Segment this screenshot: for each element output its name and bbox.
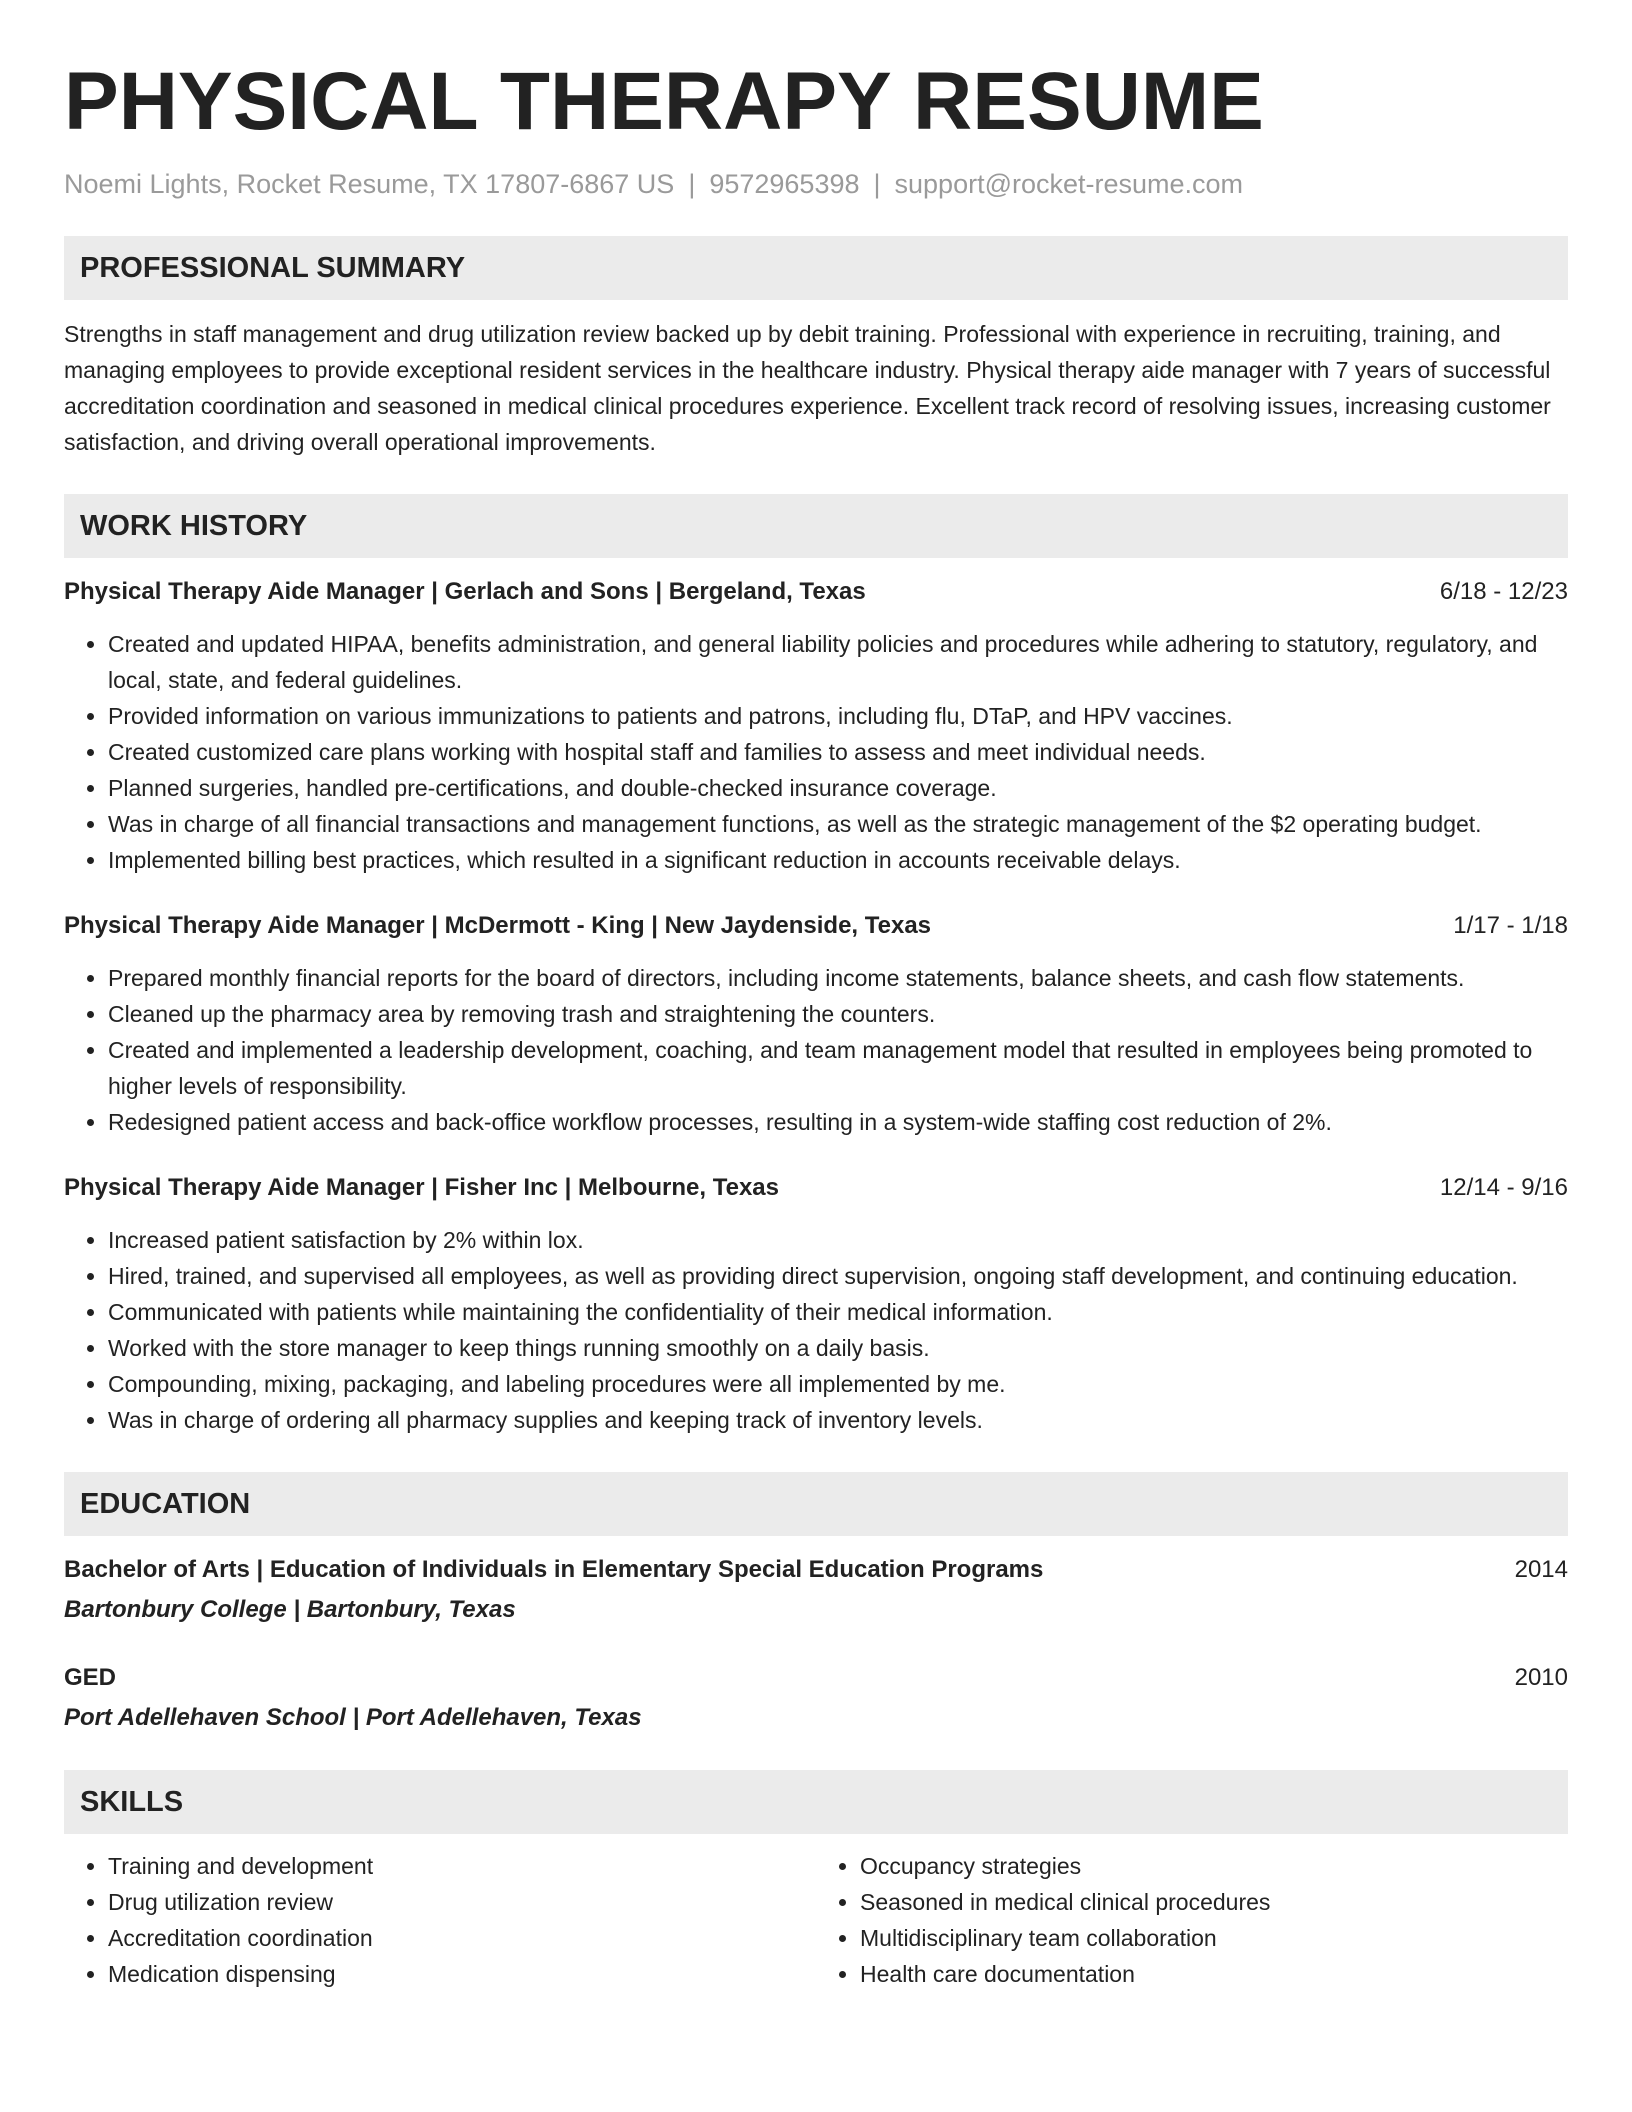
job-bullets xyxy=(64,960,1568,1140)
section-header-summary: PROFESSIONAL SUMMARY xyxy=(64,236,1568,300)
job-bullet: • Redesigned patient access and back-office workflow processes, resulting in a system-wide staffing cost reduction of 2%. xyxy=(108,1104,1568,1140)
job-bullet: • Planned surgeries, handled pre-certifications, and double-checked insurance coverage. xyxy=(108,770,1568,806)
contact-email: support@rocket-resume.com xyxy=(894,169,1244,199)
job-bullet: • Created customized care plans working with hospital staff and families to assess and meet individual needs. xyxy=(108,734,1568,770)
job-bullet: • Communicated with patients while maintaining the confidentiality of their medical information. xyxy=(108,1294,1568,1330)
skill-item: • Training and development xyxy=(108,1848,816,1884)
job-bullet: • Cleaned up the pharmacy area by removing trash and straightening the counters. xyxy=(108,996,1568,1032)
job-title: Physical Therapy Aide Manager | McDermott - King | New Jaydenside, Texas xyxy=(64,912,932,939)
education-year: 2010 xyxy=(1514,1664,1568,1691)
job-bullets xyxy=(64,1222,1568,1438)
skill-item: • Multidisciplinary team collaboration xyxy=(860,1920,1568,1956)
job-bullet: • Implemented billing best practices, which resulted in a significant reduction in accounts receivable delays. xyxy=(108,842,1568,878)
education-school: Bartonbury College | Bartonbury, Texas xyxy=(64,1596,516,1623)
education-entry xyxy=(64,1552,1568,1628)
job-entry xyxy=(64,574,1568,878)
job-dates: 1/17 - 1/18 xyxy=(1453,912,1568,939)
job-bullet: • Created and updated HIPAA, benefits administration, and general liability policies and procedures while adhering to statutory, regulatory, and local, state, and federal guidelines. xyxy=(108,626,1568,698)
skills-column-left xyxy=(64,1848,816,1992)
skill-item: • Medication dispensing xyxy=(108,1956,816,1992)
education-header xyxy=(64,1552,1568,1588)
section-header-education: EDUCATION xyxy=(64,1472,1568,1536)
contact-separator: | xyxy=(873,169,881,199)
job-bullet: • Was in charge of all financial transactions and management functions, as well as the strategic management of the $2 operating budget. xyxy=(108,806,1568,842)
contact-separator: | xyxy=(688,169,696,199)
section-header-work-history: WORK HISTORY xyxy=(64,494,1568,558)
job-bullet: • Prepared monthly financial reports for the board of directors, including income statements, balance sheets, and cash flow statements. xyxy=(108,960,1568,996)
contact-line xyxy=(64,166,1568,202)
education-year: 2014 xyxy=(1514,1556,1568,1583)
job-bullets xyxy=(64,626,1568,878)
job-dates: 6/18 - 12/23 xyxy=(1439,578,1568,605)
contact-phone: 9572965398 xyxy=(709,169,860,199)
skill-item: • Accreditation coordination xyxy=(108,1920,816,1956)
skill-item: • Occupancy strategies xyxy=(860,1848,1568,1884)
resume-page xyxy=(64,52,1568,1992)
education-header xyxy=(64,1660,1568,1696)
job-bullet: • Provided information on various immunizations to patients and patrons, including flu, DTaP, and HPV vaccines. xyxy=(108,698,1568,734)
skills-list xyxy=(64,1848,1568,1992)
skill-item: • Health care documentation xyxy=(860,1956,1568,1992)
job-bullet: • Created and implemented a leadership development, coaching, and team management model that resulted in employees being promoted to higher levels of responsibility. xyxy=(108,1032,1568,1104)
job-entry xyxy=(64,1170,1568,1438)
job-entry xyxy=(64,908,1568,1140)
section-header-skills: SKILLS xyxy=(64,1770,1568,1834)
education-degree: Bachelor of Arts | Education of Individuals in Elementary Special Education Programs xyxy=(64,1556,1044,1583)
job-bullet: • Worked with the store manager to keep things running smoothly on a daily basis. xyxy=(108,1330,1568,1366)
resume-title: PHYSICAL THERAPY RESUME xyxy=(64,56,1264,147)
job-bullet: • Was in charge of ordering all pharmacy supplies and keeping track of inventory levels. xyxy=(108,1402,1568,1438)
job-header xyxy=(64,908,1568,944)
education-entry xyxy=(64,1660,1568,1736)
job-header xyxy=(64,1170,1568,1206)
job-dates: 12/14 - 9/16 xyxy=(1439,1174,1568,1201)
skill-item: • Drug utilization review xyxy=(108,1884,816,1920)
summary-text: Strengths in staff management and drug utilization review backed up by debit training. Professional with experience in recruiting, training, and managing employees to provide exceptional resident services in the healthcare industry. Physical therapy aide manager with 7 years of successful accreditation coordination and seasoned in medical clinical procedures experience. Excellent track record of resolving issues, increasing customer satisfaction, and driving overall operational improvements. xyxy=(64,321,1551,455)
education-school: Port Adellehaven School | Port Adellehaven, Texas xyxy=(64,1704,642,1731)
job-title: Physical Therapy Aide Manager | Gerlach and Sons | Bergeland, Texas xyxy=(64,578,866,605)
job-header xyxy=(64,574,1568,610)
contact-address: Noemi Lights, Rocket Resume, TX 17807-6867 US xyxy=(64,169,675,199)
skills-column-right xyxy=(816,1848,1568,1992)
skill-item: • Seasoned in medical clinical procedures xyxy=(860,1884,1568,1920)
job-bullet: • Increased patient satisfaction by 2% within lox. xyxy=(108,1222,1568,1258)
job-bullet: • Compounding, mixing, packaging, and labeling procedures were all implemented by me. xyxy=(108,1366,1568,1402)
job-bullet: • Hired, trained, and supervised all employees, as well as providing direct supervision, ongoing staff development, and continuing education. xyxy=(108,1258,1568,1294)
education-degree: GED xyxy=(64,1664,117,1691)
job-title: Physical Therapy Aide Manager | Fisher Inc | Melbourne, Texas xyxy=(64,1174,779,1201)
